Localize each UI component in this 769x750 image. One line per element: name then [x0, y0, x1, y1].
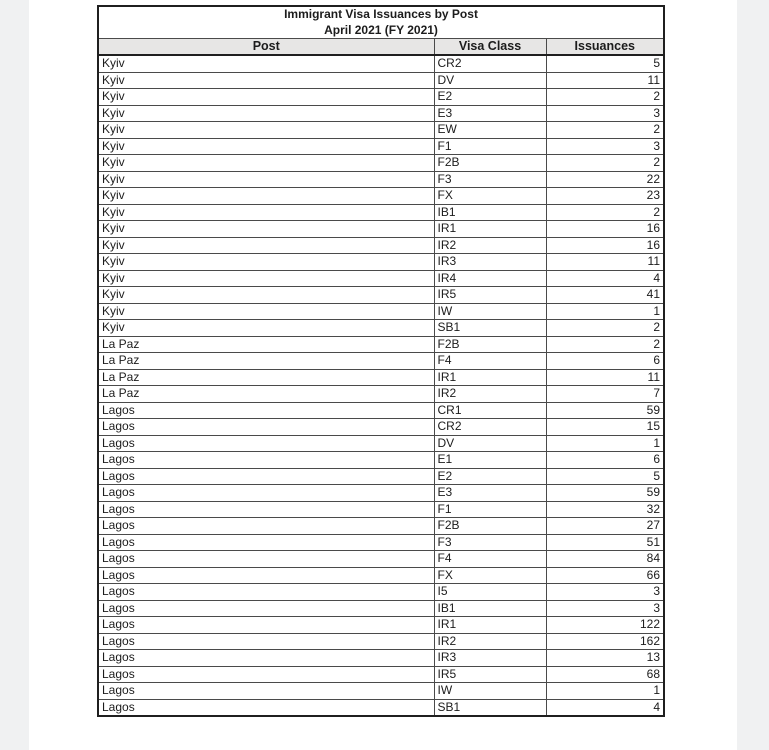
visa-class-cell: IR3	[434, 650, 546, 667]
post-cell: Lagos	[98, 683, 434, 700]
post-cell: Lagos	[98, 699, 434, 716]
visa-class-cell: F3	[434, 171, 546, 188]
post-cell: Lagos	[98, 633, 434, 650]
issuances-cell: 59	[546, 402, 664, 419]
visa-class-cell: IB1	[434, 600, 546, 617]
issuances-cell: 59	[546, 485, 664, 502]
post-cell: Lagos	[98, 452, 434, 469]
issuances-cell: 3	[546, 105, 664, 122]
table-row	[98, 452, 664, 469]
table-body	[98, 55, 664, 716]
table-row	[98, 188, 664, 205]
header-row	[98, 39, 664, 56]
issuances-cell: 3	[546, 138, 664, 155]
issuances-cell: 2	[546, 122, 664, 139]
issuances-cell: 22	[546, 171, 664, 188]
visa-class-cell: CR2	[434, 419, 546, 436]
issuances-cell: 4	[546, 270, 664, 287]
table-row	[98, 369, 664, 386]
post-cell: Lagos	[98, 666, 434, 683]
visa-issuances-table	[97, 5, 665, 717]
post-cell: Kyiv	[98, 72, 434, 89]
visa-class-cell: F1	[434, 501, 546, 518]
post-cell: La Paz	[98, 386, 434, 403]
post-cell: Lagos	[98, 485, 434, 502]
table-row	[98, 204, 664, 221]
table-row	[98, 419, 664, 436]
visa-class-cell: DV	[434, 72, 546, 89]
issuances-cell: 51	[546, 534, 664, 551]
post-cell: Lagos	[98, 567, 434, 584]
table-row	[98, 468, 664, 485]
visa-class-cell: I5	[434, 584, 546, 601]
table-row	[98, 501, 664, 518]
post-cell: Lagos	[98, 534, 434, 551]
table-row	[98, 320, 664, 337]
post-cell: Lagos	[98, 468, 434, 485]
visa-class-cell: IR5	[434, 666, 546, 683]
issuances-cell: 1	[546, 435, 664, 452]
table-row	[98, 55, 664, 72]
visa-class-cell: IR1	[434, 617, 546, 634]
post-cell: La Paz	[98, 353, 434, 370]
column-header-issuances: Issuances	[546, 39, 664, 56]
visa-class-cell: F4	[434, 353, 546, 370]
visa-class-cell: E3	[434, 105, 546, 122]
issuances-cell: 162	[546, 633, 664, 650]
table-row	[98, 567, 664, 584]
table-row	[98, 122, 664, 139]
table-row	[98, 518, 664, 535]
post-cell: Kyiv	[98, 270, 434, 287]
page-margin-left	[0, 0, 29, 750]
issuances-cell: 5	[546, 55, 664, 72]
post-cell: Kyiv	[98, 89, 434, 106]
post-cell: Lagos	[98, 551, 434, 568]
visa-class-cell: E2	[434, 468, 546, 485]
post-cell: Kyiv	[98, 122, 434, 139]
visa-class-cell: SB1	[434, 699, 546, 716]
table-row	[98, 617, 664, 634]
visa-class-cell: E1	[434, 452, 546, 469]
table-row	[98, 600, 664, 617]
visa-class-cell: F2B	[434, 155, 546, 172]
visa-class-cell: IW	[434, 303, 546, 320]
table-row	[98, 254, 664, 271]
visa-class-cell: E3	[434, 485, 546, 502]
table-row	[98, 171, 664, 188]
visa-class-cell: FX	[434, 567, 546, 584]
post-cell: Lagos	[98, 600, 434, 617]
issuances-cell: 16	[546, 221, 664, 238]
visa-class-cell: IR1	[434, 369, 546, 386]
visa-class-cell: F4	[434, 551, 546, 568]
visa-class-cell: IW	[434, 683, 546, 700]
post-cell: Kyiv	[98, 303, 434, 320]
issuances-cell: 7	[546, 386, 664, 403]
table-row	[98, 650, 664, 667]
visa-class-cell: IR1	[434, 221, 546, 238]
issuances-cell: 6	[546, 452, 664, 469]
visa-class-cell: SB1	[434, 320, 546, 337]
issuances-cell: 66	[546, 567, 664, 584]
visa-class-cell: F2B	[434, 518, 546, 535]
visa-class-cell: IR2	[434, 386, 546, 403]
post-cell: Lagos	[98, 518, 434, 535]
table-row	[98, 485, 664, 502]
table-title-line1: Immigrant Visa Issuances by Post	[284, 7, 478, 21]
table-row	[98, 237, 664, 254]
table-title-line2: April 2021 (FY 2021)	[324, 22, 438, 37]
table-row	[98, 336, 664, 353]
post-cell: Kyiv	[98, 287, 434, 304]
issuances-cell: 2	[546, 320, 664, 337]
post-cell: Kyiv	[98, 55, 434, 72]
visa-class-cell: IB1	[434, 204, 546, 221]
visa-class-cell: IR5	[434, 287, 546, 304]
post-cell: La Paz	[98, 336, 434, 353]
visa-class-cell: IR4	[434, 270, 546, 287]
issuances-cell: 41	[546, 287, 664, 304]
table-row	[98, 683, 664, 700]
visa-class-cell: CR2	[434, 55, 546, 72]
post-cell: Lagos	[98, 435, 434, 452]
visa-class-cell: E2	[434, 89, 546, 106]
issuances-cell: 68	[546, 666, 664, 683]
issuances-cell: 13	[546, 650, 664, 667]
issuances-cell: 1	[546, 303, 664, 320]
page-margin-right	[737, 0, 769, 750]
post-cell: Kyiv	[98, 171, 434, 188]
issuances-cell: 1	[546, 683, 664, 700]
table-row	[98, 155, 664, 172]
issuances-cell: 15	[546, 419, 664, 436]
visa-class-cell: DV	[434, 435, 546, 452]
issuances-cell: 84	[546, 551, 664, 568]
table-row	[98, 353, 664, 370]
issuances-cell: 2	[546, 204, 664, 221]
table-row	[98, 270, 664, 287]
issuances-cell: 4	[546, 699, 664, 716]
title-row	[98, 6, 664, 39]
visa-class-cell: F2B	[434, 336, 546, 353]
visa-class-cell: IR3	[434, 254, 546, 271]
visa-class-cell: F3	[434, 534, 546, 551]
visa-class-cell: IR2	[434, 633, 546, 650]
table-row	[98, 584, 664, 601]
column-header-visa-class: Visa Class	[434, 39, 546, 56]
table-row	[98, 699, 664, 716]
table-row	[98, 666, 664, 683]
post-cell: Lagos	[98, 501, 434, 518]
post-cell: Kyiv	[98, 204, 434, 221]
table-row	[98, 303, 664, 320]
visa-class-cell: F1	[434, 138, 546, 155]
post-cell: Lagos	[98, 419, 434, 436]
table-row	[98, 551, 664, 568]
post-cell: Kyiv	[98, 105, 434, 122]
issuances-cell: 11	[546, 369, 664, 386]
post-cell: Kyiv	[98, 155, 434, 172]
post-cell: Kyiv	[98, 237, 434, 254]
table-row	[98, 138, 664, 155]
table-row	[98, 221, 664, 238]
table-row	[98, 386, 664, 403]
issuances-cell: 23	[546, 188, 664, 205]
post-cell: Kyiv	[98, 254, 434, 271]
issuances-cell: 2	[546, 155, 664, 172]
visa-class-cell: FX	[434, 188, 546, 205]
post-cell: Kyiv	[98, 320, 434, 337]
post-cell: Kyiv	[98, 188, 434, 205]
table-row	[98, 633, 664, 650]
issuances-cell: 2	[546, 336, 664, 353]
table-row	[98, 287, 664, 304]
table-row	[98, 89, 664, 106]
issuances-cell: 11	[546, 72, 664, 89]
visa-class-cell: IR2	[434, 237, 546, 254]
issuances-cell: 6	[546, 353, 664, 370]
table-row	[98, 105, 664, 122]
issuances-cell: 16	[546, 237, 664, 254]
post-cell: Kyiv	[98, 221, 434, 238]
post-cell: Lagos	[98, 402, 434, 419]
issuances-cell: 32	[546, 501, 664, 518]
post-cell: La Paz	[98, 369, 434, 386]
table-row	[98, 402, 664, 419]
post-cell: Lagos	[98, 584, 434, 601]
issuances-cell: 3	[546, 584, 664, 601]
table-row	[98, 435, 664, 452]
issuances-cell: 11	[546, 254, 664, 271]
table-title	[98, 6, 664, 39]
issuances-cell: 122	[546, 617, 664, 634]
post-cell: Kyiv	[98, 138, 434, 155]
issuances-cell: 27	[546, 518, 664, 535]
visa-class-cell: EW	[434, 122, 546, 139]
issuances-cell: 3	[546, 600, 664, 617]
visa-class-cell: CR1	[434, 402, 546, 419]
issuances-cell: 2	[546, 89, 664, 106]
post-cell: Lagos	[98, 617, 434, 634]
table-row	[98, 534, 664, 551]
issuances-cell: 5	[546, 468, 664, 485]
column-header-post: Post	[98, 39, 434, 56]
table-row	[98, 72, 664, 89]
post-cell: Lagos	[98, 650, 434, 667]
